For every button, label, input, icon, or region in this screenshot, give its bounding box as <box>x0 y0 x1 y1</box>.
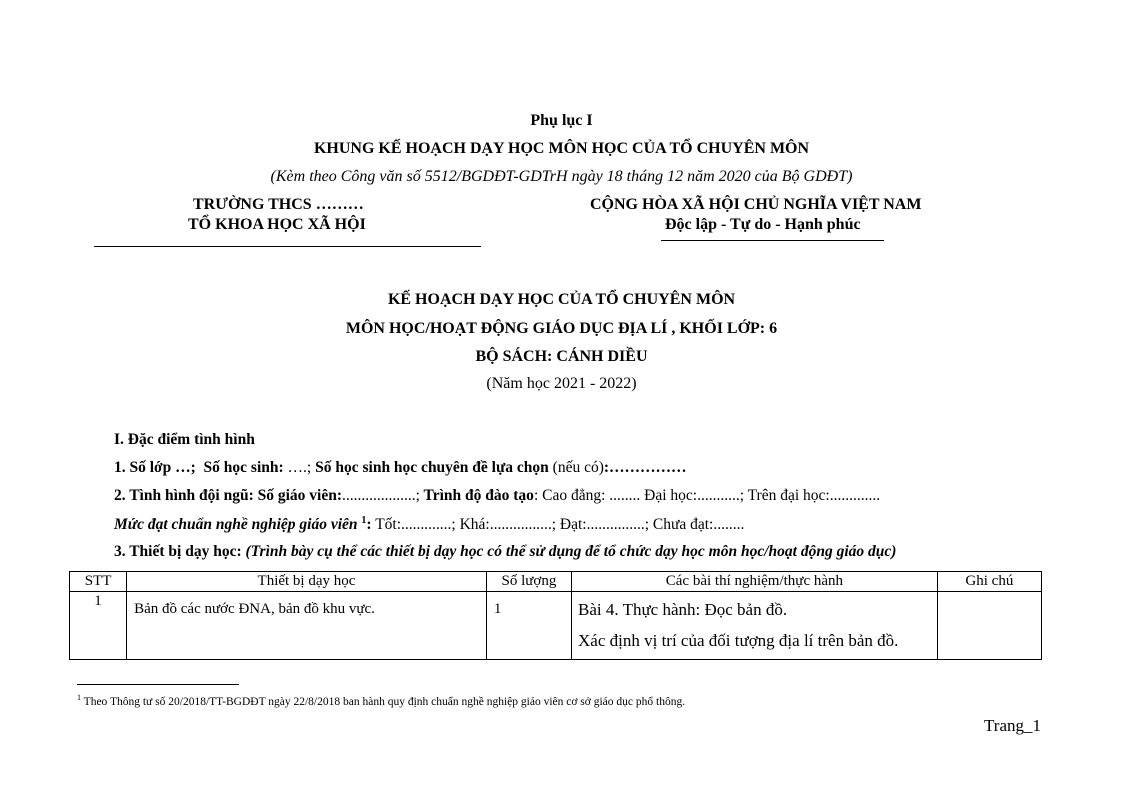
main-title: KHUNG KẾ HOẠCH DẠY HỌC MÔN HỌC CỦA TỔ CHUYÊN MÔN <box>313 140 810 157</box>
footnote <box>77 693 685 708</box>
students-label: Số học sinh: <box>203 459 284 476</box>
plan-book: BỘ SÁCH: CÁNH DIỀU <box>475 348 648 365</box>
plan-title: KẾ HOẠCH DẠY HỌC CỦA TỔ CHUYÊN MÔN <box>387 291 736 308</box>
elective-note: (nếu có) <box>548 459 604 476</box>
equipment-label: 3. Thiết bị dạy học: <box>114 543 242 560</box>
training-values: : Cao đẳng: ........ Đại học:...........; Trên đại học:............. <box>533 487 881 504</box>
cell-stt: 1 <box>70 592 127 660</box>
footnote-separator <box>77 684 239 685</box>
staff-label: 2. Tình hình đội ngũ: Số giáo viên: <box>114 487 342 504</box>
table-header-row <box>70 572 1042 592</box>
teachers-value: ...................; <box>342 487 420 504</box>
standard-values: Tốt:.............; Khá:................; Đạt:...............; Chưa đạt:........ <box>371 516 745 534</box>
elective-value: :…………… <box>603 459 687 476</box>
left-header-rule <box>94 246 481 247</box>
country-name: CỘNG HÒA XÃ HỘI CHỦ NGHĨA VIỆT NAM <box>590 196 922 213</box>
cell-device: Bản đồ các nước ĐNA, bản đồ khu vực. <box>127 592 487 660</box>
standard-info-line <box>114 515 744 534</box>
equipment-info-line <box>114 543 896 561</box>
appendix-label: Phụ lục I <box>530 112 593 129</box>
plan-year: (Năm học 2021 - 2022) <box>486 375 637 392</box>
standard-colon: : <box>366 516 372 534</box>
school-name: TRƯỜNG THCS ……… <box>193 196 364 213</box>
header-quantity: Số lượng <box>486 572 571 592</box>
staff-info-line <box>114 487 880 505</box>
students-value: ….; <box>283 459 312 476</box>
footnote-mark: 1 <box>77 693 81 702</box>
cell-note <box>937 592 1041 660</box>
equipment-table <box>69 571 1042 660</box>
standard-label: Mức đạt chuẩn nghề nghiệp giáo viên <box>114 516 362 534</box>
header-note: Ghi chú <box>937 572 1041 592</box>
class-info-line <box>114 459 687 477</box>
section-heading: I. Đặc điểm tình hình <box>114 431 255 448</box>
training-label: Trình độ đào tạo <box>419 487 534 504</box>
lab-line-2: Xác định vị trí của đối tượng địa lí trên bản đồ. <box>578 631 899 650</box>
header-device: Thiết bị dạy học <box>127 572 487 592</box>
lab-line-1: Bài 4. Thực hành: Đọc bản đồ. <box>578 600 788 619</box>
footnote-text: Theo Thông tư số 20/2018/TT-BGDĐT ngày 22/8/2018 ban hành quy định chuẩn nghề nghiệp giáo viên cơ sở giáo dục phổ thông. <box>81 695 686 708</box>
cell-lab <box>572 592 938 660</box>
header-stt: STT <box>70 572 127 592</box>
cell-quantity: 1 <box>486 592 571 660</box>
table-row <box>70 592 1042 660</box>
classes-label: 1. Số lớp …; <box>114 459 196 476</box>
footnote-ref: 1 <box>361 515 367 526</box>
equipment-note: (Trình bày cụ thể các thiết bị dạy học có thể sử dụng để tổ chức dạy học môn học/hoạt động giáo dục) <box>241 543 897 560</box>
right-header-rule <box>661 240 884 241</box>
department-name: TỔ KHOA HỌC XÃ HỘI <box>188 216 366 233</box>
page-number: Trang_1 <box>984 716 1041 735</box>
plan-subject: MÔN HỌC/HOẠT ĐỘNG GIÁO DỤC ĐỊA LÍ , KHỐI LỚP: 6 <box>345 320 778 337</box>
national-motto: Độc lập - Tự do - Hạnh phúc <box>665 216 861 233</box>
header-lab: Các bài thí nghiệm/thực hành <box>572 572 938 592</box>
elective-label: Số học sinh học chuyên đề lựa chọn <box>311 459 549 476</box>
reference-note: (Kèm theo Công văn số 5512/BGDĐT-GDTrH ngày 18 tháng 12 năm 2020 của Bộ GDĐT) <box>270 168 853 185</box>
